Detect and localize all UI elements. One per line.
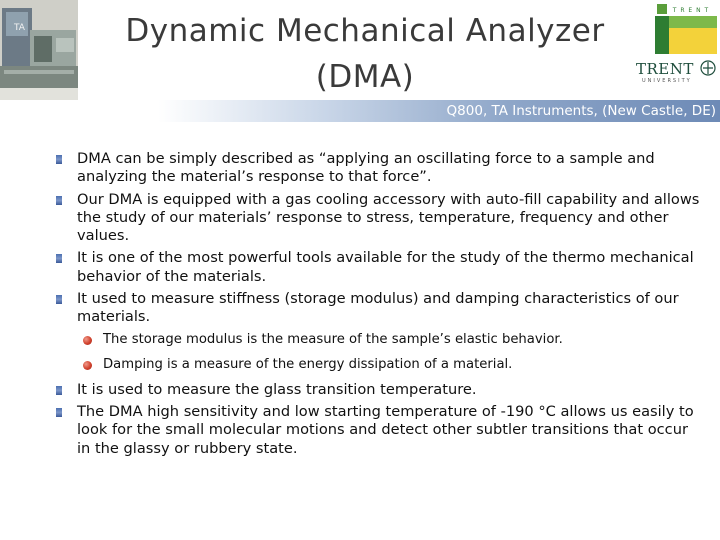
trent-crest-icon (700, 60, 716, 78)
title-line-2: (DMA) (315, 59, 415, 95)
round-bullet-icon (83, 336, 92, 345)
sub-bullet-item (50, 331, 700, 349)
bullet-item (50, 381, 700, 399)
trent-wordmark: TRENT (636, 60, 694, 78)
dma-instrument-image (0, 0, 78, 100)
bullet-item (50, 191, 700, 246)
bullet-text: It is used to measure the glass transition temperature. (77, 380, 477, 398)
square-bullet-icon (56, 254, 62, 263)
svg-text:T R E N T: T R E N T (672, 7, 710, 14)
square-bullet-icon (56, 295, 62, 304)
svg-text:TA: TA (14, 23, 25, 33)
bullet-text: It used to measure stiffness (storage modulus) and damping characteristics of our materials. (77, 290, 679, 326)
bullet-item (50, 290, 700, 327)
title-line-1: Dynamic Mechanical Analyzer (125, 13, 605, 49)
square-bullet-icon (56, 155, 62, 164)
trent-university-label: UNIVERSITY (642, 78, 692, 84)
square-bullet-icon (56, 386, 62, 395)
bullet-text: DMA can be simply described as “applying an oscillating force to a sample and analyzing the material’s response to that force”. (77, 150, 655, 186)
sub-bullet-item (50, 356, 700, 374)
instrument-subtitle: Q800, TA Instruments, (New Castle, DE) (446, 103, 716, 119)
bullet-item (50, 403, 700, 458)
bullet-text: Our DMA is equipped with a gas cooling accessory with auto-fill capability and allows the study of our materials’ response to stress, temperature, frequency and other values. (77, 190, 700, 245)
biomaterials-program-logo (655, 2, 717, 54)
round-bullet-icon (83, 361, 92, 370)
trent-university-logo (636, 60, 718, 86)
bullet-item (50, 150, 700, 187)
program-logo-graphic (655, 2, 717, 54)
subtitle-band (0, 100, 720, 122)
square-bullet-icon (56, 408, 62, 417)
instrument-photo (0, 0, 78, 100)
square-bullet-icon (56, 196, 62, 205)
bullet-text: It is one of the most powerful tools available for the study of the thermo mechanical behavior of the materials. (77, 249, 694, 285)
sub-bullet-text: The storage modulus is the measure of the sample’s elastic behavior. (103, 331, 563, 347)
bullet-item (50, 249, 700, 286)
sub-bullet-text: Damping is a measure of the energy dissipation of a material. (103, 356, 513, 372)
bullet-text: The DMA high sensitivity and low starting temperature of -190 °C allows us easily to look for the small molecular motions and detect other subtler transitions that occur in the glassy or rubbery state. (77, 402, 694, 457)
bullet-list (50, 150, 700, 462)
slide-title (110, 8, 620, 100)
